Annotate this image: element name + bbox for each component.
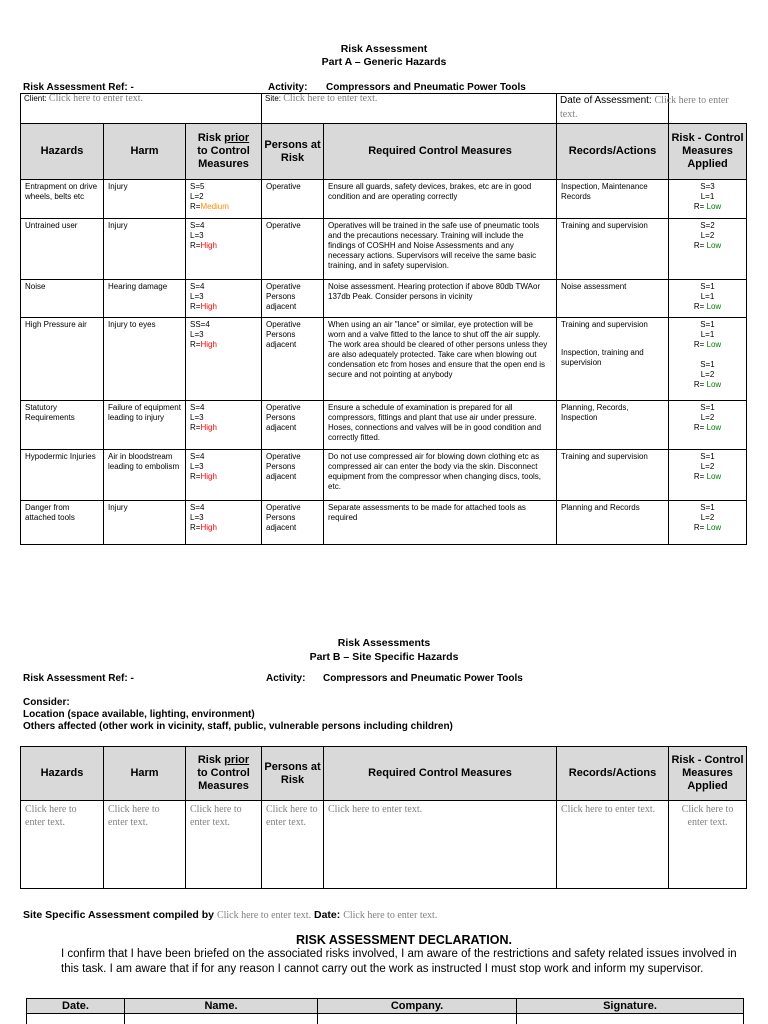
persons-cell: Operative Persons adjacent — [262, 450, 324, 501]
header-required: Required Control Measures — [324, 124, 557, 180]
persons-cell: Operative Persons adjacent — [262, 501, 324, 545]
records-cell — [557, 450, 669, 501]
records-text: Training and supervision — [561, 221, 648, 230]
header-risk-applied: Risk - Control Measures Applied — [669, 124, 747, 180]
records-cell — [557, 501, 669, 545]
persons-cell: Operative Persons adjacent — [262, 318, 324, 401]
compiled-date-input[interactable]: Click here to enter text. — [343, 910, 438, 921]
risk-prior-cell: S=4 L=3 R=High — [186, 401, 262, 450]
b-applied-input[interactable]: Click here to enter text. — [669, 801, 747, 889]
persons-cell: Operative — [262, 219, 324, 280]
hazard-cell: Noise — [21, 280, 104, 318]
records-text: Noise assessment — [561, 282, 627, 291]
date-of-assessment-cell — [557, 94, 745, 122]
consider-location: Location (space available, lighting, environment) — [23, 709, 255, 720]
part-b-ref-label: Risk Assessment Ref: - — [23, 673, 134, 684]
harm-cell: Air in bloodstream leading to embolism — [104, 450, 186, 501]
measures-cell: Separate assessments to be made for attached tools as required — [324, 501, 557, 545]
header-harm: Harm — [104, 124, 186, 180]
risk-prior-cell: S=4 L=3 R=High — [186, 501, 262, 545]
harm-cell: Injury — [104, 219, 186, 280]
date-cell-divider — [556, 94, 557, 123]
risk-applied-cell: S=3 L=1 R= Low — [669, 180, 747, 219]
hazard-cell: Entrapment on drive wheels, belts etc — [21, 180, 104, 219]
date-input[interactable]: Click here to enter text. — [560, 95, 729, 120]
records-text: Training and supervision — [561, 320, 648, 329]
measures-cell: When using an air "lance" or similar, eye protection will be worn and a valve fitted to the lance to shut off the air supply. The work area should be cleared of other persons unless they are also adequately protected. Take care when blowing out condensation etc from hoses and ensure that the open end is secure and not pointing at anybody — [324, 318, 557, 401]
records-text: Training and supervision — [561, 452, 648, 461]
records-cell — [557, 318, 669, 401]
hazard-row — [21, 501, 747, 545]
compiled-label: Site Specific Assessment compiled by — [23, 909, 215, 921]
consider-label: Consider: — [23, 697, 70, 708]
risk-prior-cell: S=4 L=3 R=High — [186, 219, 262, 280]
hazard-cell: Hypodermic Injuries — [21, 450, 104, 501]
records-text: Planning, Records, Inspection — [561, 403, 629, 422]
decl-name-cell[interactable] — [125, 1014, 318, 1024]
b-header-risk-applied: Risk - Control Measures Applied — [669, 747, 747, 801]
declaration-entry-row — [27, 1014, 744, 1024]
part-a-rows — [21, 180, 747, 545]
b-harm-input[interactable]: Click here to enter text. — [104, 801, 186, 889]
header-risk-prior: Risk prior to Control Measures — [186, 124, 262, 180]
decl-date-cell[interactable] — [27, 1014, 125, 1024]
measures-cell: Ensure a schedule of examination is prepared for all compressors, fittings and plant that use air under pressure. Hoses, connections and valves will be in good condition and correctly fitted. — [324, 401, 557, 450]
hazard-row — [21, 318, 747, 401]
harm-cell: Failure of equipment leading to injury — [104, 401, 186, 450]
header-hazards: Hazards — [21, 124, 104, 180]
harm-cell: Hearing damage — [104, 280, 186, 318]
b-hazard-input[interactable]: Click here to enter text. — [21, 801, 104, 889]
hazard-cell: Statutory Requirements — [21, 401, 104, 450]
measures-cell: Ensure all guards, safety devices, brakes, etc are in good condition and are operating correctly — [324, 180, 557, 219]
b-persons-input[interactable]: Click here to enter text. — [262, 801, 324, 889]
compiled-by-line — [23, 909, 437, 921]
part-a-title: Risk Assessment — [340, 43, 428, 55]
b-header-required: Required Control Measures — [324, 747, 557, 801]
part-a-subtitle: Part A – Generic Hazards — [321, 56, 447, 68]
b-header-hazards: Hazards — [21, 747, 104, 801]
hazard-row — [21, 450, 747, 501]
hazard-cell: High Pressure air — [21, 318, 104, 401]
part-a-table — [20, 93, 747, 545]
risk-applied-cell: S=1 L=2 R= Low — [669, 501, 747, 545]
b-header-harm: Harm — [104, 747, 186, 801]
client-input[interactable]: Click here to enter text. — [48, 93, 144, 104]
part-a-activity-label: Activity: — [268, 82, 308, 93]
records-text: Inspection, Maintenance Records — [561, 182, 648, 201]
records-cell — [557, 401, 669, 450]
persons-cell: Operative Persons adjacent — [262, 401, 324, 450]
site-label: Site: — [265, 94, 282, 103]
decl-header-name: Name. — [125, 999, 318, 1014]
hazard-cell: Danger from attached tools — [21, 501, 104, 545]
part-b-entry-row — [21, 801, 747, 889]
hazard-row — [21, 219, 747, 280]
measures-cell: Operatives will be trained in the safe use of pneumatic tools and the precautions necessary. Training will include the findings of COSHH and Noise Assessments and any necessary actions. Supervisors will receive the same basic training, and in safety supervision. — [324, 219, 557, 280]
records-cell — [557, 180, 669, 219]
hazard-cell: Untrained user — [21, 219, 104, 280]
decl-header-signature: Signature. — [517, 999, 744, 1014]
decl-header-date: Date. — [27, 999, 125, 1014]
b-risk-input[interactable]: Click here to enter text. — [186, 801, 262, 889]
risk-applied-cell: S=1 L=1 R= Low — [669, 280, 747, 318]
client-label: Client: — [24, 94, 47, 103]
risk-applied-cell: S=1 L=2 R= Low — [669, 450, 747, 501]
records-text-2: Inspection, training and supervision — [561, 348, 644, 367]
part-a-activity-value: Compressors and Pneumatic Power Tools — [326, 82, 526, 93]
measures-cell: Noise assessment. Hearing protection if above 80db TWAor 137db Peak. Consider persons in vicinity — [324, 280, 557, 318]
risk-applied-cell: S=1 L=1 R= Low S=1 L=2 R= Low — [669, 318, 747, 401]
compiled-date-label: Date: — [314, 909, 341, 921]
hazard-row — [21, 280, 747, 318]
records-cell — [557, 280, 669, 318]
part-a-ref-label: Risk Assessment Ref: - — [23, 82, 134, 93]
b-header-persons: Persons at Risk — [262, 747, 324, 801]
declaration-title: RISK ASSESSMENT DECLARATION. — [296, 933, 512, 947]
part-b-activity-label: Activity: — [266, 673, 306, 684]
hazard-row — [21, 401, 747, 450]
persons-cell: Operative Persons adjacent — [262, 280, 324, 318]
risk-prior-cell: SS=4 L=3 R=High — [186, 318, 262, 401]
declaration-header-row — [27, 999, 744, 1014]
risk-applied-cell: S=1 L=2 R= Low — [669, 401, 747, 450]
b-measures-input[interactable]: Click here to enter text. — [324, 801, 557, 889]
risk-prior-cell: S=4 L=3 R=High — [186, 280, 262, 318]
client-cell — [21, 94, 262, 124]
risk-prior-cell: S=4 L=3 R=High — [186, 450, 262, 501]
decl-header-company: Company. — [318, 999, 517, 1014]
part-b-table — [20, 746, 747, 889]
b-header-records: Records/Actions — [557, 747, 669, 801]
persons-cell: Operative — [262, 180, 324, 219]
decl-signature-cell[interactable] — [517, 1014, 744, 1024]
decl-company-cell[interactable] — [318, 1014, 517, 1024]
records-text: Planning and Records — [561, 503, 640, 512]
b-records-input[interactable]: Click here to enter text. — [557, 801, 669, 889]
part-b-subtitle: Part B – Site Specific Hazards — [309, 651, 459, 663]
consider-others: Others affected (other work in vicinity, staff, public, vulnerable persons including children) — [23, 721, 453, 732]
part-a-header-row — [21, 124, 747, 180]
part-b-header-row — [21, 747, 747, 801]
declaration-table — [26, 998, 744, 1024]
harm-cell: Injury to eyes — [104, 318, 186, 401]
risk-prior-cell: S=5 L=2 R=Medium — [186, 180, 262, 219]
site-input[interactable]: Click here to enter text. — [283, 93, 378, 104]
declaration-text: I confirm that I have been briefed on the associated risks involved, I am aware of the restrictions and safety related issues involved in this task. I am aware that if for any reason I cannot carry out the work as instructed I must stop work and inform my supervisor. — [61, 948, 737, 975]
compiled-input[interactable]: Click here to enter text. — [216, 910, 312, 921]
header-records: Records/Actions — [557, 124, 669, 180]
part-b-activity-value: Compressors and Pneumatic Power Tools — [323, 673, 523, 684]
records-cell — [557, 219, 669, 280]
measures-cell: Do not use compressed air for blowing down clothing etc as compressed air can enter the body via the skin. Disconnect equipment from the compressor when changing discs, tools, etc. — [324, 450, 557, 501]
part-b-title: Risk Assessments — [337, 637, 431, 649]
harm-cell: Injury — [104, 501, 186, 545]
date-label: Date of Assessment: — [560, 95, 652, 106]
header-persons: Persons at Risk — [262, 124, 324, 180]
risk-applied-cell: S=2 L=2 R= Low — [669, 219, 747, 280]
harm-cell: Injury — [104, 180, 186, 219]
b-header-risk-prior: Risk prior to Control Measures — [186, 747, 262, 801]
hazard-row — [21, 180, 747, 219]
